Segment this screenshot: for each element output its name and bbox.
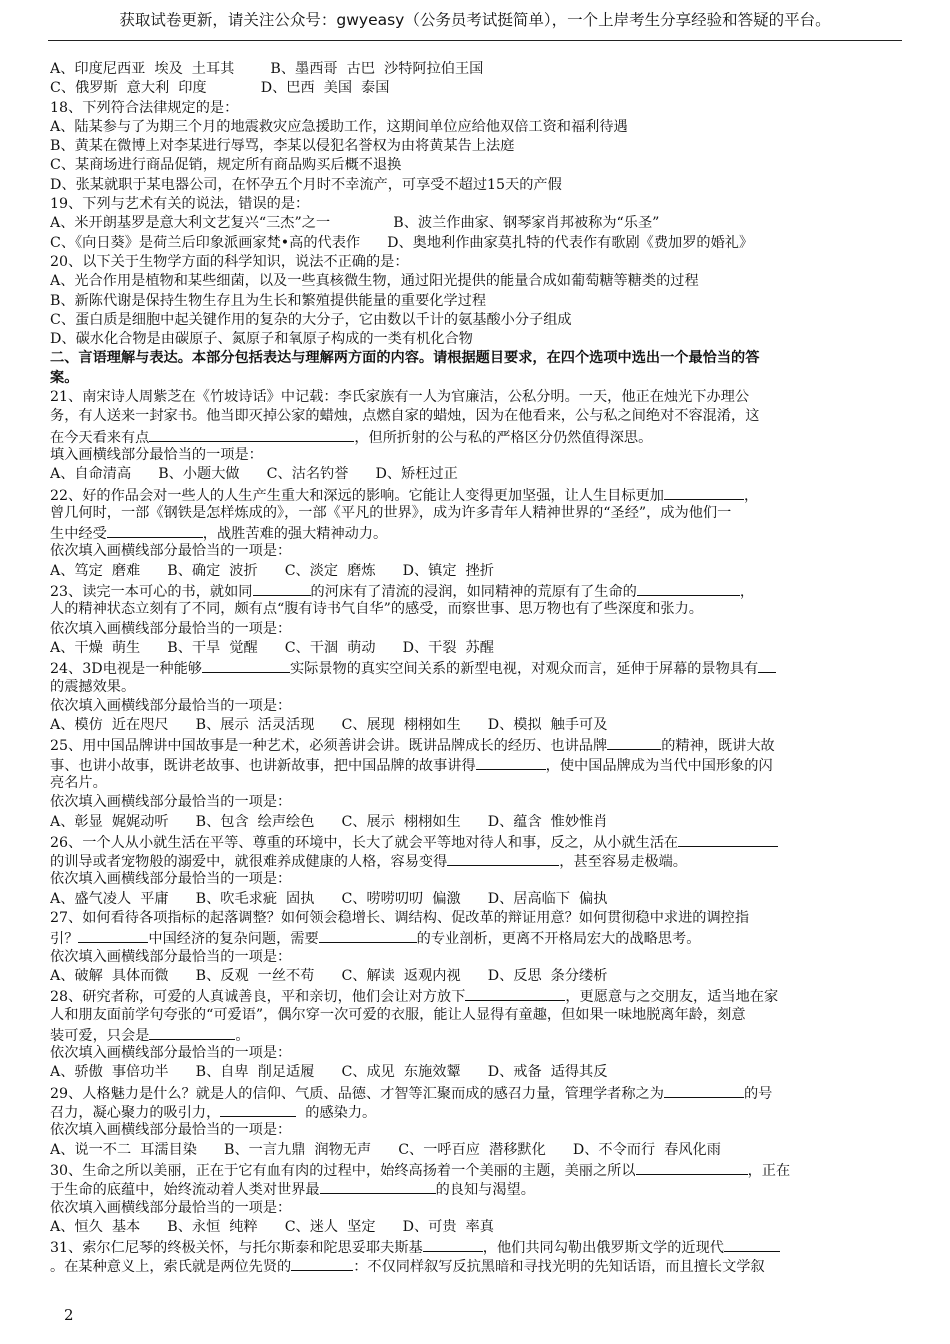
line-text-after-blank: 的专业剖析，更离不开格局宏大的战略思考。	[416, 931, 701, 948]
fill-in-blank	[636, 1160, 748, 1175]
line-text-after-blank: ，甚至容易走极端。	[559, 854, 687, 871]
text-line	[50, 1160, 895, 1179]
fill-in-blank	[202, 658, 290, 673]
text-line	[50, 967, 895, 986]
line-text-after-blank: ，正在	[747, 1162, 791, 1179]
line-text: A、恒久 基本 B、永恒 纯粹 C、迷人 坚定 D、可贵 率真	[50, 1218, 494, 1235]
fill-in-blank	[637, 581, 740, 596]
text-line	[50, 1141, 895, 1160]
line-text: 二、言语理解与表达。本部分包括表达与理解两方面的内容。请根据题目要求，在四个选项中选出一个最恰当的答	[50, 350, 760, 367]
line-text: 18、下列符合法律规定的是：	[50, 99, 239, 116]
text-line	[50, 870, 895, 889]
line-text: 填入画横线部分最恰当的一项是：	[50, 446, 263, 463]
line-text: 事、也讲小故事，既讲老故事、也讲新故事，把中国品牌的故事讲得	[50, 757, 476, 774]
document-body	[50, 60, 895, 1276]
text-line	[50, 890, 895, 909]
text-line	[50, 1044, 895, 1063]
text-line	[50, 716, 895, 735]
line-text: B、新陈代谢是保持生物生存且为生长和繁殖提供能量的重要化学过程	[50, 292, 487, 309]
line-text: A、自命清高 B、小题大做 C、沽名钓誉 D、矫枉过正	[50, 466, 458, 483]
text-line	[50, 909, 895, 928]
line-text: A、模仿 近在咫尺 B、展示 活灵活现 C、展现 栩栩如生 D、模拟 触手可及	[50, 717, 608, 734]
fill-in-blank	[107, 523, 203, 538]
line-text: 31、索尔仁尼琴的终极关怀，与托尔斯泰和陀思妥耶夫斯基	[50, 1240, 423, 1257]
text-line	[50, 195, 895, 214]
text-line	[50, 542, 895, 561]
page-header: 获取试卷更新，请关注公众号：gwyeasy（公务员考试挺简单），一个上岸考生分享经验和答疑的平台。	[119, 11, 831, 29]
text-line	[50, 118, 895, 137]
text-line	[50, 986, 895, 1005]
line-text: 在今天看来有点	[50, 429, 150, 446]
text-line	[50, 1121, 895, 1140]
line-text: 曾几何时，一部《钢铁是怎样炼成的》，一部《平凡的世界》，成为许多青年人精神世界的“圣经”，成为他们一	[50, 504, 732, 521]
line-text: 务，有人送来一封家书。他当即灭掉公家的蜡烛，点燃自家的蜡烛，因为在他看来，公与私之间绝对不容混淆，这	[50, 408, 760, 425]
fill-in-blank	[253, 581, 311, 596]
text-line	[50, 735, 895, 754]
line-text: 依次填入画横线部分最恰当的一项是：	[50, 794, 292, 811]
text-line	[50, 1218, 895, 1237]
line-text: 人和朋友面前学句夸张的“可爱语”，偶尔穿一次可爱的衣服，能让人显得有童趣，但如果一味地脱离年龄，刻意	[50, 1006, 746, 1023]
text-line	[50, 330, 895, 349]
text-line	[50, 755, 895, 774]
line-text-after-blank: ，但所折射的公与私的严格区分仍然值得深思。	[354, 429, 653, 446]
text-line	[50, 465, 895, 484]
fill-in-blank	[220, 1102, 296, 1117]
line-text: D、碳水化合物是由碳原子、氮原子和氧原子构成的一类有机化合物	[50, 331, 473, 348]
text-line	[50, 678, 895, 697]
fill-in-blank	[149, 427, 354, 442]
text-line	[50, 948, 895, 967]
line-text: 召力，凝心聚力的吸引力，	[50, 1105, 221, 1122]
line-text: A、骄傲 事倍功半 B、自卑 削足适履 C、成见 东施效颦 D、戒备 适得其反	[50, 1064, 608, 1081]
line-text-after-blank: ，更愿意与之交朋友，适当地在家	[565, 989, 779, 1006]
fill-in-blank	[320, 1179, 436, 1194]
line-text: 的训导或者宠物般的溺爱中，就很难养成健康的人格，容易变得	[50, 854, 448, 871]
text-line	[50, 79, 895, 98]
line-text: 21、南宋诗人周紫芝在《竹坡诗话》中记载：李氏家族有一人为官廉洁，公私分明。一天，他正在烛光下办理公	[50, 389, 750, 406]
text-line	[50, 1199, 895, 1218]
text-line	[50, 562, 895, 581]
text-line	[50, 485, 895, 504]
fill-in-blank	[664, 485, 744, 500]
fill-in-blank	[319, 928, 417, 943]
line-text-after-blank: ：不仅同样叙写反抗黑暗和寻找光明的先知话语，而且擅长文学叙	[353, 1259, 765, 1276]
text-line	[50, 620, 895, 639]
fill-in-blank	[447, 851, 559, 866]
text-line	[50, 600, 895, 619]
text-line	[50, 156, 895, 175]
line-text: A、彰显 娓娓动听 B、包含 绘声绘色 C、展示 栩栩如生 D、蕴含 惟妙惟肖	[50, 813, 608, 830]
line-text-after-blank: ，	[743, 487, 759, 504]
text-line	[50, 504, 895, 523]
line-text: 依次填入画横线部分最恰当的一项是：	[50, 948, 292, 965]
line-text: C、《向日葵》是荷兰后印象派画家梵•高的代表作 D、奥地利作曲家莫扎特的代表作有歌剧《费加罗的婚礼》	[50, 234, 754, 251]
text-line	[50, 928, 895, 947]
text-line	[50, 813, 895, 832]
text-line	[50, 427, 895, 446]
line-text: A、破解 具体而微 B、反观 一丝不苟 C、解读 返观内视 D、反思 条分缕析	[50, 967, 608, 984]
line-text-after-blank: ，他们共同勾勒出俄罗斯文学的近现代	[482, 1240, 724, 1257]
text-line	[50, 292, 895, 311]
fill-in-blank	[465, 986, 565, 1001]
fill-in-blank	[423, 1237, 483, 1252]
line-text: 27、如何看待各项指标的起落调整？如何领会稳增长、调结构、促改革的辩证用意？如何贯彻稳中求进的调控指	[50, 910, 750, 927]
line-text: 引？	[50, 931, 79, 948]
line-text: C、蛋白质是细胞中起关键作用的复杂的大分子，它由数以千计的氨基酸小分子组成	[50, 311, 572, 328]
line-text: A、陆某参与了为期三个月的地震救灾应急援助工作，这期间单位应给他双倍工资和福利待遇	[50, 118, 628, 135]
line-text: A、盛气凌人 平庸 B、吹毛求疵 固执 C、唠唠叨叨 偏激 D、居高临下 偏执	[50, 890, 608, 907]
text-line	[50, 523, 895, 542]
line-text: 依次填入画横线部分最恰当的一项是：	[50, 697, 292, 714]
text-line	[50, 639, 895, 658]
text-line	[50, 214, 895, 233]
line-text: B、黄某在微博上对李某进行辱骂，李某以侵犯名誉权为由将黄某告上法庭	[50, 138, 515, 155]
line-text: A、米开朗基罗是意大利文艺复兴“三杰”之一 B、波兰作曲家、钢琴家肖邦被称为“乐圣”	[50, 215, 660, 232]
line-text: 依次填入画横线部分最恰当的一项是：	[50, 1199, 292, 1216]
text-line	[50, 407, 895, 426]
line-text: 29、人格魅力是什么？就是人的信仰、气质、品德、才智等汇聚而成的感召力量，管理学者称之为	[50, 1085, 664, 1102]
header-divider	[48, 40, 902, 41]
line-text-after-blank: 。	[235, 1027, 250, 1044]
text-line	[50, 1179, 895, 1198]
line-text: 依次填入画横线部分最恰当的一项是：	[50, 620, 292, 637]
text-line	[50, 1025, 895, 1044]
line-text-after-blank: ，	[739, 584, 755, 601]
line-text: A、印度尼西亚 埃及 土耳其 B、墨西哥 古巴 沙特阿拉伯王国	[50, 61, 484, 77]
text-line	[50, 388, 895, 407]
text-line	[50, 851, 895, 870]
line-text-after-blank: 实际景物的真实空间关系的新型电视，对观众而言，延伸于屏幕的景物具有	[289, 661, 759, 678]
fill-in-blank	[149, 1025, 235, 1040]
text-line	[50, 793, 895, 812]
line-text: 人的精神状态立刻有了不同，颇有点“腹有诗书气自华”的感受，而察世事、思万物也有了些深度和张力。	[50, 601, 703, 618]
text-line	[50, 137, 895, 156]
text-line	[50, 176, 895, 195]
line-text-after-blank: ，战胜苦难的强大精神动力。	[202, 526, 388, 543]
page-number: 2	[64, 1306, 74, 1324]
line-text: A、干燥 萌生 B、干旱 觉醒 C、干涸 萌动 D、干裂 苏醒	[50, 639, 494, 656]
line-text-after-blank: 的良知与渴望。	[435, 1182, 535, 1199]
line-text: A、说一不二 耳濡目染 B、一言九鼎 润物无声 C、一呼百应 潜移默化 D、不令而行 春风化雨	[50, 1141, 721, 1158]
line-text: 亮名片。	[50, 774, 107, 791]
line-text-after-blank: ，使中国品牌成为当代中国形象的闪	[545, 757, 773, 774]
text-line	[50, 581, 895, 600]
line-text: 依次填入画横线部分最恰当的一项是：	[50, 1045, 292, 1062]
fill-in-blank	[664, 1083, 744, 1098]
text-line	[50, 311, 895, 330]
line-text: D、张某就职于某电器公司，在怀孕五个月时不幸流产，可享受不超过15天的产假	[50, 176, 562, 193]
line-text: C、俄罗斯 意大利 印度 D、巴西 美国 泰国	[50, 80, 390, 97]
line-text-after-blank: 的号	[743, 1085, 773, 1102]
line-text: 依次填入画横线部分最恰当的一项是：	[50, 1122, 292, 1139]
text-line	[50, 446, 895, 465]
line-text: 依次填入画横线部分最恰当的一项是：	[50, 543, 292, 560]
line-text: 28、研究者称，可爱的人真诚善良，平和亲切，他们会让对方放下	[50, 989, 466, 1006]
fill-in-blank	[607, 735, 661, 750]
line-text: 19、下列与艺术有关的说法，错误的是：	[50, 196, 310, 213]
line-text: 23、读完一本可心的书，就如同	[50, 584, 253, 601]
line-text: 25、用中国品牌讲中国故事是一种艺术，必须善讲会讲。既讲品牌成长的经历、也讲品牌	[50, 738, 608, 755]
fill-in-blank	[758, 658, 776, 673]
line-text: 于生命的底蕴中，始终流动着人类对世界最	[50, 1182, 320, 1199]
text-line	[50, 369, 895, 388]
fill-in-blank	[78, 928, 148, 943]
text-line	[50, 1256, 895, 1275]
line-text-after-blank: 中国经济的复杂问题，需要	[148, 931, 319, 948]
line-text: 的震撼效果。	[50, 678, 136, 695]
fill-in-blank	[678, 832, 778, 847]
text-line	[50, 1102, 895, 1121]
text-line	[50, 1006, 895, 1025]
line-text: 案。	[50, 369, 79, 386]
text-line	[50, 272, 895, 291]
line-text: C、某商场进行商品促销，规定所有商品购买后概不退换	[50, 157, 402, 174]
text-line	[50, 1083, 895, 1102]
line-text: 24、3D电视是一种能够	[50, 661, 202, 678]
line-text: 依次填入画横线部分最恰当的一项是：	[50, 871, 292, 888]
line-text: 装可爱，只会是	[50, 1027, 150, 1044]
line-text: 22、好的作品会对一些人的人生产生重大和深远的影响。它能让人变得更加坚强，让人生目标更加	[50, 487, 664, 504]
text-line	[50, 349, 895, 368]
text-line	[50, 1237, 895, 1256]
line-text: 26、一个人从小就生活在平等、尊重的环境中，长大了就会平等地对待人和事，反之，从小就生活在	[50, 834, 679, 851]
text-line	[50, 253, 895, 272]
fill-in-blank	[476, 755, 546, 770]
text-line	[50, 697, 895, 716]
line-text-after-blank: 的精神，既讲大故	[661, 738, 775, 755]
fill-in-blank	[724, 1237, 780, 1252]
line-text: 生中经受	[50, 526, 107, 543]
text-line	[50, 234, 895, 253]
line-text: A、光合作用是植物和某些细菌，以及一些真核微生物，通过阳光提供的能量合成如葡萄糖等糖类的过程	[50, 273, 699, 290]
text-line	[50, 1063, 895, 1082]
fill-in-blank	[291, 1256, 353, 1271]
text-line	[50, 832, 895, 851]
line-text-after-blank: 的河床有了清流的浸润，如同精神的荒原有了生命的	[310, 584, 637, 601]
text-line	[50, 99, 895, 118]
line-text-after-blank: 的感染力。	[296, 1105, 377, 1122]
line-text: 。在某种意义上，索氏就是两位先贤的	[50, 1259, 292, 1276]
text-line	[50, 774, 895, 793]
text-line	[50, 60, 895, 79]
line-text: 20、以下关于生物学方面的科学知识，说法不正确的是：	[50, 253, 409, 270]
line-text: 30、生命之所以美丽，正在于它有血有肉的过程中，始终高扬着一个美丽的主题，美丽之所以	[50, 1162, 636, 1179]
line-text: A、笃定 磨难 B、确定 波折 C、淡定 磨炼 D、镇定 挫折	[50, 562, 494, 579]
text-line	[50, 658, 895, 677]
